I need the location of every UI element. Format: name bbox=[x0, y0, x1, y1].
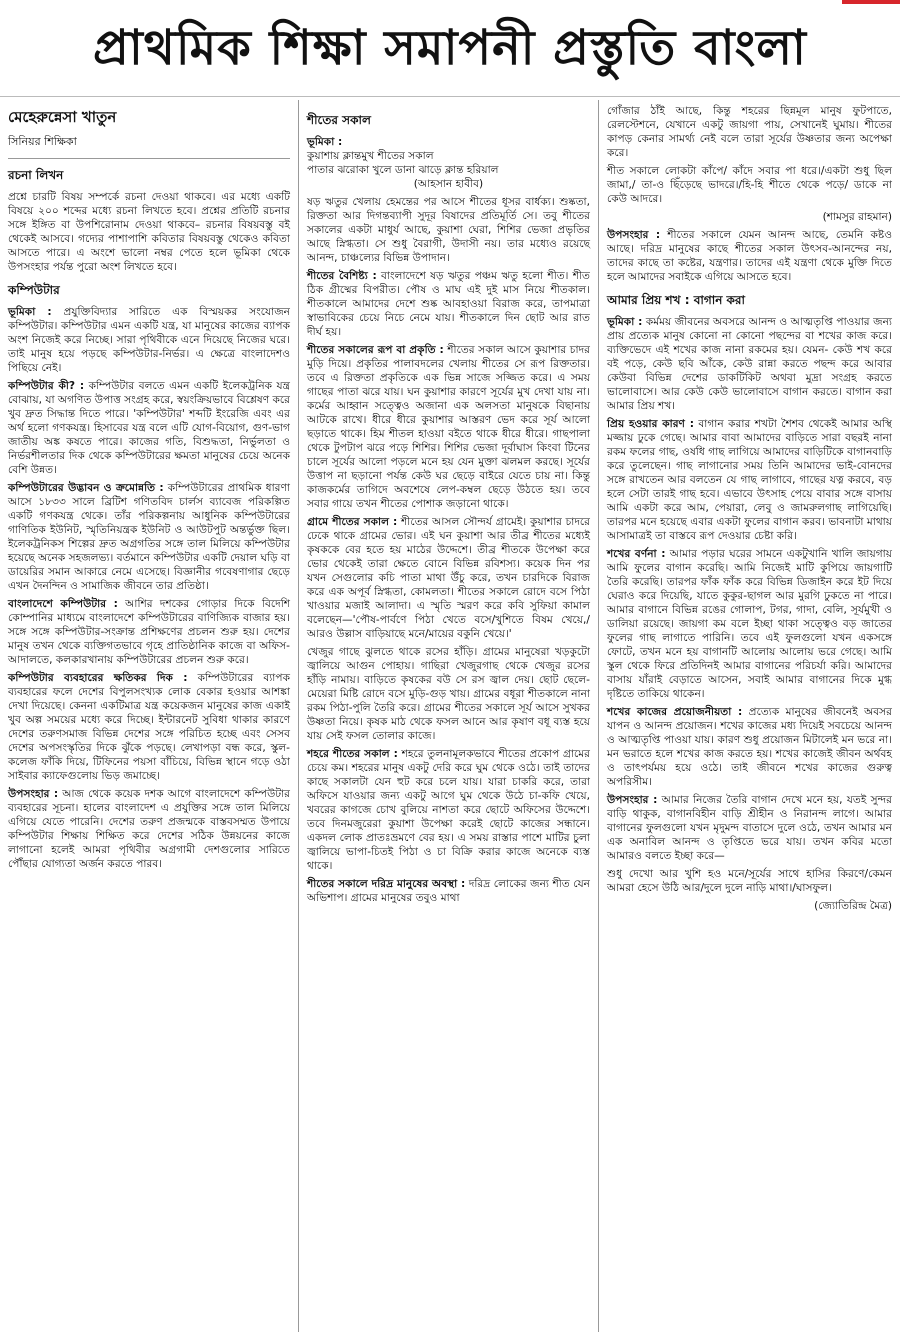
section-text: প্রযুক্তিবিদ্যার সারিতে এক বিস্ময়কর সংযোজন কম্পিউটার। কম্পিউটার এমন একটি যন্ত্র, যা মানুষের কাজের ব্যাপক অংশ নিজেই করে নিচ্ছে। সারা পৃথিবীকে এনে দিয়েছে নিজের ঘরে। তাই মানুষ হয়ে পড়ছে কম্পিউটার-নির্ভর। এ ক্ষেত্রে বাংলাদেশও পিছিয়ে নেই। bbox=[8, 306, 290, 374]
winter-essay-title: শীতের সকাল bbox=[307, 113, 371, 127]
section-label: শীতের বৈশিষ্ট্য : bbox=[307, 270, 377, 282]
garden-essay-title: আমার প্রিয় শখ : বাগান করা bbox=[607, 293, 746, 307]
section-text: শীতের সকালে যেমন আনন্দ আছে, তেমনি কষ্টও আছে। দরিদ্র মানুষের কাছে শীতের সকাল উৎসব-আনন্দের নয়, তাদের কাছে তা কষ্টের, যন্ত্রণার। তাদের এই যন্ত্রণা থেকে মুক্তি দিতে হলে আমাদের সবাইকে এগিয়ে আসতে হবে। bbox=[607, 229, 893, 283]
section-text: কম্পিউটার বলতে এমন একটি ইলেকট্রনিক যন্ত্র বোঝায়, যা অগণিত উপাত্ত সংগ্রহ করে, স্বয়ংক্রিয়ভাবে বিশ্লেষণ করে খুব দ্রুত সিদ্ধান্ত দিতে পারে। 'কম্পিউটার' শব্দটি ইংরেজি এবং এর অর্থ হলো গণকযন্ত্র। হিসাবের যন্ত্র বলে এটি যোগ-বিয়োগ, গুণ-ভাগ জাতীয় অঙ্ক কষতে পারে। কাজের গতি, বিশুদ্ধতা, নির্ভুলতা ও নির্ভরশীলতার দিক থেকে কম্পিউটারের ক্ষমতা মানুষের চেয়ে অনেক বেশি উন্নত। bbox=[8, 380, 290, 476]
column-2 bbox=[298, 100, 598, 1332]
section-label: ভূমিকা : bbox=[8, 306, 52, 318]
section-label: শখের বর্ণনা : bbox=[607, 548, 666, 560]
section-label: ভূমিকা : bbox=[307, 136, 343, 148]
section-label: শীতের সকালের রূপ বা প্রকৃতি : bbox=[307, 344, 444, 356]
section-text: বাগান করার শখটা শৈশব থেকেই আমার অস্থি মজ্জায় ঢুকে গেছে। আমার বাবা আমাদের বাড়িতে সারা বছরই নানা রকম ফলের গাছ, ওষধি গাছ লাগিয়ে আমাদের বাড়িটিকে বাগানবাড়ি করে তুলেছেন। গাছ লাগানোর সময় তিনি আমাদের ভাই-বোনদের সঙ্গে রাখতেন আর বলতেন যে গাছ লাগাবে, গাছের যত্ন করবে, বড় হলে সেটা তারই গাছ হবে। এভাবে উৎসাহ পেয়ে বাবার সঙ্গে বাসায় আমি একটা করে আম, পেয়ারা, লেবু ও জামরুলগাছ লাগিয়েছি। তারপর মনে হয়েছে এবার একটা ফুলের বাগান করব। ভাবনাটা মাথায় আসামাত্রই তা বাস্তবে রূপ দেওয়ার চেষ্টা করি। bbox=[607, 418, 892, 542]
poor-people-winter bbox=[307, 877, 590, 905]
section-label: কম্পিউটার কী? : bbox=[8, 380, 85, 392]
city-winter-morning bbox=[307, 747, 590, 873]
poem-line: পাতার ঝরোকা খুলে ডানা ঝাড়ে ক্লান্ত হরিয়াল bbox=[307, 164, 499, 176]
winter-conclusion bbox=[607, 228, 892, 284]
section-label: কম্পিউটার ব্যবহারের ক্ষতিকর দিক : bbox=[8, 672, 188, 684]
poem-line: কুয়াশায় ক্লান্তমুখ শীতের সকাল bbox=[307, 150, 434, 162]
section-text: শীতের সকাল আসে কুয়াশার চাদর মুড়ি দিয়ে। প্রকৃতির পালাবদলের খেলায় শীতের সে রূপ রিক্ততার। তবে এ রিক্ততা প্রকৃতিকে এক ভিন্ন সাজে সজ্জিত করে। এ সময় গাছের পাতা ঝরে যায়। ঘন কুয়াশার কারণে সূর্যের মুখ দেখা যায় না। কর্মের আহ্বান সত্ত্বেও অজানা এক অলসতা মানুষকে বিছানায় আটকে রাখে। ধীরে ধীরে কুয়াশার আস্তরণ ভেদ করে সূর্য আলো ছড়াতে থাকে। হিম শীতল হাওয়া বইতে থাকে ধীরে ধীরে। গাছপালা থেকে টুপটাপ ঝরে পড়ে শিশির। শিশির ভেজা দূর্বাঘাস কিংবা টিনের চালে সূর্যের আলো পড়লে মনে হয় যেন মুক্তা ঝলমল করছে। সূর্যের উত্তাপ না ছড়ানো পর্যন্ত কেউ ঘর ছেড়ে বাইরে যেতে চায় না। কিন্তু কাজকর্মের তাগিদে অবশেষে লেপ-কম্বল ছেড়ে উঠতে হয়। তবে সবার গায়ে তখন শীতের পোশাক জড়ানো থাকে। bbox=[307, 344, 590, 510]
winter-features bbox=[307, 269, 590, 339]
article-columns bbox=[0, 100, 900, 1332]
winter-morning-nature bbox=[307, 343, 590, 511]
winter-intro: ষড় ঋতুর খেলায় হেমন্তের পর আসে শীতের ধূসর বার্ধক্য। শুষ্কতা, রিক্ততা আর দিগন্তব্যাপী সুদূর বিষাদের প্রতিমূর্তি সে। তবু শীতের সকালের একটা মাধুর্য আছে, কুয়াশা ঘেরা, শিশির ভেজা প্রভৃতির আছে স্নিগ্ধতা। সে শুধু বৈরাগী, উদাসী নয়। তার মধ্যেও রয়েছে আনন্দ, চাঞ্চল্যের বিভিন্ন উপাদান। bbox=[307, 196, 590, 264]
intro-paragraph: প্রশ্নে চারটি বিষয় সম্পর্কে রচনা দেওয়া থাকবে। এর মধ্যে একটি বিষয়ে ২০০ শব্দের মধ্যে রচনা লিখতে হবে। প্রশ্নের প্রতিটি রচনার সঙ্গে ইঙ্গিত বা উপশিরোনাম দেওয়া থাকবে– রচনার বিষয়বস্তু বই থেকেই আসবে। গদ্যের পাশাপাশি কবিতার বিষয়বস্তু থেকেও কবিতা আসতে পারে। এ অংশে ভালো নম্বর পেতে হলে ভূমিকা থেকে উপসংহার পর্যন্ত পুরো অংশ লিখতে হবে। bbox=[8, 191, 290, 273]
section-text: আমার পড়ার ঘরের সামনে একটুখানি খালি জায়গায় আমি ফুলের বাগান করেছি। আমি নিজেই মাটি কুপিয়ে জায়গাটি তৈরি করেছি। তারপর ফাঁক ফাঁক করে বিভিন্ন ডিজাইন করে ইট দিয়ে ঘেরাও করে দিয়েছি, যাতে কুকুর-ছাগল আর মুরগি ঢুকতে না পারে। আমার বাগানে বিভিন্ন রঙের গোলাপ, টগর, গাদা, বেলি, সূর্যমুখী ও ডালিয়া রয়েছে। জায়গা কম বলে ইচ্ছা থাকা সত্ত্বেও বড় জাতের ফুলের গাছ লাগাতে পারিনি। তবে এই ফুলগুলো যখন একসঙ্গে ফোটে, তখন মনে হয় বাগানটি আলোয় আলোয় ভরে গেছে। আমি স্কুল থেকে ফিরে প্রতিদিনই আমার বাগানের পরিচর্যা করি। আমাদের বাসায় যাঁরাই বেড়াতে আসেন, সবাই আমার বাগানের দিকে মুগ্ধ দৃষ্টিতে তাকিয়ে থাকেন। bbox=[607, 548, 892, 700]
poet-credit: (শামসুর রাহমান) bbox=[822, 211, 892, 223]
section-label: গ্রামে শীতের সকাল : bbox=[307, 516, 398, 528]
page-title: প্রাথমিক শিক্ষা সমাপনী প্রস্তুতি বাংলা bbox=[93, 19, 807, 76]
garden-reason bbox=[607, 417, 892, 543]
section-text: কম্পিউটারের প্রাথমিক ধারণা আসে ১৮৩৩ সালে ব্রিটিশ গণিতবিদ চার্লস ব্যাবেজ পরিকল্পিত একটি গণকযন্ত্র থেকে। তাঁর পরিকল্পনায় আধুনিক কম্পিউটারের গাণিতিক ইউনিট, স্মৃতিনিয়ন্ত্রক ইউনিট ও আউটপুট অন্তর্ভুক্ত ছিল। ইলেকট্রনিকস শিল্পের দ্রুত অগ্রগতির সঙ্গে তাল মিলিয়ে কম্পিউটার হয়েছে অনেক সহজলভ্য। বর্তমানে কম্পিউটার একটি দেয়াল ঘড়ি বা ডায়েরির সমান আকারে নেমে এসেছে। বিজ্ঞানীর গবেষণাগার ছেড়ে এখন দৈনন্দিন ও সামাজিক জীবনে তার প্রতিষ্ঠা। bbox=[8, 482, 291, 592]
computer-conclusion bbox=[8, 787, 290, 871]
author-name: মেহেরুন্নেসা খাতুন bbox=[8, 108, 117, 126]
section-label: ভূমিকা : bbox=[607, 316, 643, 328]
section-text: প্রত্যেক মানুষের জীবনেই অবসর যাপন ও আনন্দ প্রয়োজন। শখের কাজের মধ্য দিয়েই সবচেয়ে আনন্দ ও আত্মতৃপ্তি পাওয়া যায়। কারণ শুধু প্রয়োজন মিটালেই মন ভরে না। মন ভরাতে হলে শখের কাজ করতে হয়। শখের কাজেই জীবন অর্থবহ ও তাৎপর্যময় হয়ে ওঠে। তাই জীবনে শখের কাজের গুরুত্ব অপরিসীম। bbox=[607, 706, 893, 788]
garden-conclusion bbox=[607, 793, 892, 863]
section-text: বাংলাদেশে ষড় ঋতুর পঞ্চম ঋতু হলো শীত। শীত ঠিক গ্রীষ্মের বিপরীত। পৌষ ও মাঘ এই দুই মাস নিয়ে শীতকাল। শীতকালে আমাদের দেশে শুষ্ক আবহাওয়া বিরাজ করে, তাপমাত্রা স্বাভাবিকের চেয়ে নিচে নেমে যায়। শীতকালে দিন ছোট আর রাত দীর্ঘ হয়। bbox=[307, 270, 591, 338]
village-winter-morning bbox=[307, 515, 590, 641]
section-label: প্রিয় হওয়ার কারণ : bbox=[607, 418, 694, 430]
hobby-necessity bbox=[607, 705, 892, 789]
poor-people-winter-cont: গোঁজার ঠাঁই আছে, কিন্তু শহরের ছিন্নমূল মানুষ ফুটপাতে, রেলস্টেশনে, যেখানে একটু জায়গা পায়, সেখানেই ঘুমায়। শীতের কাপড় কেনার সামর্থ্য নেই বলে তারা সূর্যের উষ্ণতার জন্য অপেক্ষা করে। bbox=[607, 105, 892, 159]
poet-credit: (আহসান হাবীব) bbox=[413, 178, 484, 190]
computer-harmful-side bbox=[8, 671, 290, 783]
author-designation: সিনিয়র শিক্ষিকা bbox=[8, 133, 290, 159]
section-label: উপসংহার : bbox=[607, 794, 658, 806]
section-label: বাংলাদেশে কম্পিউটার : bbox=[8, 598, 118, 610]
section-text: আমার নিজের তৈরি বাগান দেখে মনে হয়, যতই সুন্দর বাড়ি থাকুক, বাগানবিহীন বাড়ি শ্রীহীন ও নিরানন্দ লাগে। আমার বাগানের ফুলগুলো যখন মৃদুমন্দ বাতাসে দুলে ওঠে, তখন আমার মন এক অনাবিল আনন্দ ও তৃপ্তিতে ভরে যায়। তখন কবির মতো আমারও বলতে ইচ্ছা করে— bbox=[607, 794, 893, 862]
poem-quote: শুধু দেখো আর খুশি হও মনে/সূর্যের সাথে হাসির কিরণে/কেমন আমরা হেসে উঠি আর/দুলে দুলে নাড়ি মাথা।/ঘাসফুল। bbox=[607, 868, 892, 894]
section-label: শহরে শীতের সকাল : bbox=[307, 748, 398, 760]
section-label: শখের কাজের প্রয়োজনীয়তা : bbox=[607, 706, 743, 718]
computer-definition bbox=[8, 379, 290, 477]
intro-heading: রচনা লিখন bbox=[8, 168, 64, 182]
column-3 bbox=[598, 100, 900, 1332]
section-label: উপসংহার : bbox=[8, 788, 59, 800]
computer-in-bangladesh bbox=[8, 597, 290, 667]
section-text: আজ থেকে কয়েক দশক আগে বাংলাদেশে কম্পিউটার ব্যবহারের সূচনা। হালের বাংলাদেশ এ প্রযুক্তির সঙ্গে তাল মিলিয়ে এগিয়ে যেতে পারেনি। দেশের তরুণ প্রজন্মকে বাস্তবসম্মত উপায়ে কম্পিউটার শিক্ষায় শিক্ষিত করে দেশের সঠিক উন্নয়নের কাজে লাগানো হলেই আমরা পৃথিবীর অগ্রগামী দেশগুলোর সারিতে পৌঁছার যোগ্যতা অর্জন করতে পারব। bbox=[8, 788, 290, 870]
village-winter-morning-cont: খেজুর গাছে ঝুলতে থাকে রসের হাঁড়ি। গ্রামের মানুষেরা খড়কুটো জ্বালিয়ে আগুন পোহায়। গাছিরা খেজুরগাছ থেকে খেজুর রসের হাঁড়ি নামায়। বাড়িতে কৃষকের বউ সে রস জ্বাল দেয়। ছোট ছেলে-মেয়েরা মিষ্টি রোদে বসে মুড়ি-গুড় খায়। গ্রামের বধূরা শীতকালে নানা রকম পিঠা-পুলি তৈরি করে। গ্রামের শীতের সকালে সূর্য আসে সুখকর উষ্ণতা নিয়ে। কৃষক মাঠ থেকে ফসল আনে আর কৃষাণ বধূ ব্যস্ত হয়ে যায় সেই ফসল তোলার কাজে। bbox=[307, 646, 590, 742]
garden-intro bbox=[607, 315, 892, 413]
garden-description bbox=[607, 547, 892, 701]
computer-essay-title: কম্পিউটার bbox=[8, 283, 60, 297]
computer-history bbox=[8, 481, 290, 593]
section-label: কম্পিউটারের উদ্ভাবন ও ক্রমোন্নতি : bbox=[8, 482, 164, 494]
section-text: শহরে তুলনামূলকভাবে শীতের প্রকোপ গ্রামের চেয়ে কম। শহরের মানুষ একটু দেরি করে ঘুম থেকে ওঠে। তাই তাদের কাছে সকালটা যেন হুট করে চলে যায়। যারা চাকরি করে, তারা অফিসে যাওয়ার জন্য একটু আগে ঘুম থেকে উঠে চা-কফি খেয়ে, খবরের কাগজে চোখ বুলিয়ে নাশতা করে ছোটে অফিসের উদ্দেশে। তবে দিনমজুরেরা কুয়াশা উপেক্ষা করেই ছোটে কাজের সন্ধানে। একদল লোক প্রাতঃভ্রমণে বের হয়। এ সময় রাস্তার পাশে মাটির চুলা জ্বালিয়ে ভাপা-চিতই পিঠা ও চা বিক্রি করার কাজে অনেকে ব্যস্ত থাকে। bbox=[307, 748, 590, 872]
poet-credit: (জ্যোতিরিন্দ্র মৈত্র) bbox=[814, 900, 892, 912]
section-label: শীতের সকালে দরিদ্র মানুষের অবস্থা : bbox=[307, 878, 466, 890]
section-label: উপসংহার : bbox=[607, 229, 661, 241]
section-text: দরিদ্র লোকের জন্য শীত যেন অভিশাপ। গ্রামের মানুষের তবুও মাথা bbox=[307, 878, 590, 904]
section-text: কম্পিউটারের ব্যাপক ব্যবহারের ফলে দেশের বিপুলসংখ্যক লোক বেকার হওয়ার আশঙ্কা দেখা দিয়েছে। কেননা একটিমাত্র যন্ত্র কয়েকজন মানুষের কাজ একাই খুব অল্প সময়ের মধ্যে করে দিচ্ছে। ইন্টারনেট সুবিধা থাকার কারণে দেশের তরুণসমাজ বিভিন্ন দেশের সঙ্গে পরিচিত হচ্ছে এবং সেসব দেশের অপসংস্কৃতির দিকে ঝুঁকে পড়ছে। লেখাপড়া বন্ধ করে, স্কুল-কলেজ ফাঁকি দিয়ে, টিফিনের পয়সা বাঁচিয়ে, বিভিন্ন স্থানে গড়ে ওঠা সাইবার ক্যাফেগুলোয় ভিড় জমাচ্ছে। bbox=[8, 672, 290, 782]
computer-intro bbox=[8, 305, 290, 375]
corner-accent bbox=[842, 0, 900, 4]
poem-quote: শীত সকালে লোকটা কাঁপে/ কাঁদে সবার পা ধরে।/একটা শুধু ছিল জামা,/ তা-ও ছিঁড়েছে ভাদরে।/হি-হি শীতে থেকে পড়ে/ ডাকে না কেউ আদরে। bbox=[607, 165, 892, 205]
section-text: শীতের আসল সৌন্দর্য গ্রামেই। কুয়াশার চাদরে ঢেকে থাকে গ্রামের ভোর। এই ঘন কুয়াশা আর তীব্র শীতের মধ্যেই কৃষককে বের হতে হয় মাঠের উদ্দেশে। তীব্র শীতকে উপেক্ষা করে ভোর থেকেই তারা ক্ষেতে বোনে বিভিন্ন রবিশস্য। কয়েক দিন পর যখন সেগুলোর কচি পাতা মাথা উঁচু করে, তখন চারদিকে বিরাজ করে এক অপূর্ব স্নিগ্ধতা, কোমলতা। শীতের সকালে রোদে বসে পিঠা খাওয়ার মজাই আলাদা। এ স্মৃতি স্মরণ করে কবি সুফিয়া কামাল বলেছেন—'পৌষ-পার্বণে পিঠা খেতে বসে/খুশিতে বিষম খেয়ে,/আরও উল্লাস বাড়িয়াছে মনে/মায়ের বকুনি খেয়ে।' bbox=[307, 516, 591, 640]
section-text: কর্মময় জীবনের অবসরে আনন্দ ও আত্মতৃপ্তি পাওয়ার জন্য প্রায় প্রত্যেক মানুষ কোনো না কোনো পছন্দের বা শখের কাজ করে। ব্যক্তিভেদে এই শখের কাজ নানা রকমের হয়। যেমন- কেউ শখ করে বই পড়ে, কেউ ছবি আঁকে, কেউ রান্না করতে পছন্দ করে আবার কেউবা বিভিন্ন দেশের ডাকটিকিট অথবা মুদ্রা সংগ্রহ করতে ভালোবাসে। আর কেউ কেউ ভালোবাসে বাগান করতে। বাগান করা আমার প্রিয় শখ। bbox=[607, 316, 892, 412]
page-header bbox=[0, 6, 900, 97]
section-text: আশির দশকের গোড়ার দিকে বিদেশি কোম্পানির মাধ্যমে বাংলাদেশে কম্পিউটারের বাণিজ্যিক বাজার হয়। সঙ্গে সঙ্গে কম্পিউটার-সংক্রান্ত প্রশিক্ষণের প্রচলন শুরু হয়। দেশের মানুষ তখন থেকে ব্যক্তিগতভাবে গৃহে প্রাতিষ্ঠানিক কাজে বা অফিস-আদালতে, কলকারখানায় কম্পিউটারের প্রচলন শুরু করে। bbox=[8, 598, 290, 666]
column-1 bbox=[0, 100, 298, 1332]
